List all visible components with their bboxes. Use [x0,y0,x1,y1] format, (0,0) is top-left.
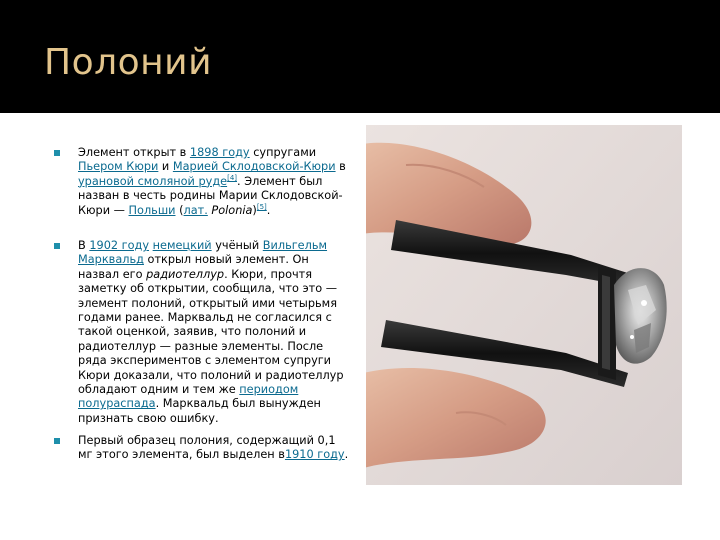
text-segment: ( [175,203,184,217]
text-segment: Элемент открыт в [78,146,190,159]
title-bar [0,0,720,113]
text-segment: супругами [249,146,317,159]
slide-title: Полоний [44,42,212,83]
bullet-discovery [54,146,350,239]
footnote-ref[interactable]: [5] [256,202,267,211]
text-segment: открыл новый элемент. Он назвал его [78,253,309,281]
footnote-ref[interactable]: [4] [227,174,238,183]
link-german[interactable]: немецкий [152,239,212,252]
polonium-sample-photo [366,125,682,485]
text-segment: и [158,160,173,174]
text-segment: . [266,203,271,217]
link-1910[interactable]: 1910 году [284,448,345,462]
text-segment: . [344,448,349,462]
text-segment: Первый образец полония, содержащий 0,1 мг этого элемента, был выделен в [78,434,336,462]
link-marckwald[interactable]: Вильгельм Марквальд [78,239,328,267]
latin-name: Polonia [211,203,253,217]
link-1902[interactable]: 1902 году [89,239,150,252]
text-segment: . Элемент был назван в честь родины Марии Склодовской-Кюри — [78,174,343,217]
radiotellurium-term: радиотеллур [146,267,225,281]
link-poland[interactable]: Польши [128,203,176,217]
text-segment: В [78,239,90,252]
text-segment: учёный [211,239,263,252]
link-marie-curie[interactable]: Марией Склодовской-Кюри [172,160,336,174]
text-segment: . Кюри, прочтя заметку об открытии, сообщила, что это — элемент полоний, открытый ими четырьмя годами ранее. Марквальд не согласился с такой оценкой, заявив, что полоний и радиотеллур — разные элементы. После ряда экспериментов с элементом супруги Кюри доказали, что полоний и радиотеллур обладают одним и тем же [78,267,344,397]
bullet-list [54,146,350,463]
bullet-first-sample [54,434,350,463]
text-segment: ) [252,203,257,217]
text-segment: в [335,160,346,174]
text-segment: . Марквальд был вынужден признать свою ошибку. [78,397,321,425]
link-pitchblende[interactable]: урановой смоляной руде [78,174,228,188]
link-pierre-curie[interactable]: Пьером Кюри [78,160,159,174]
link-1898[interactable]: 1898 году [189,146,250,159]
link-half-life[interactable]: периодом полураспада [78,383,299,411]
bullet-radiotellurium [54,239,350,434]
link-latin[interactable]: лат. [183,203,208,217]
